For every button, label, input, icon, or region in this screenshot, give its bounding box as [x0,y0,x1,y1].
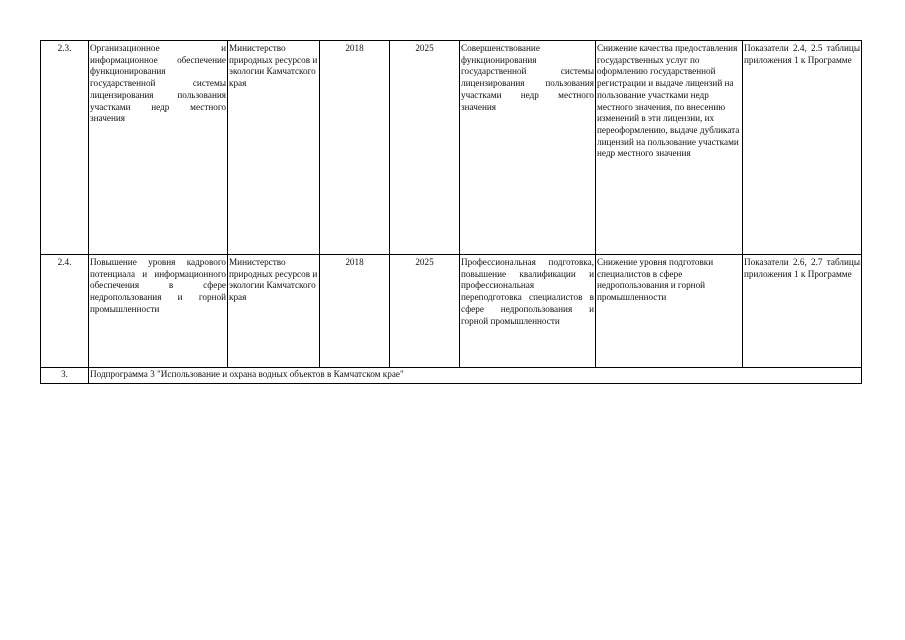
executor: Министерство природных ресурсов и экологии Камчатского края [228,255,320,368]
table-row [41,255,862,368]
non-implementation-consequence: Снижение качества предоставления государственных услуг по оформлению государственной регистрации и выдаче лицензий на пользование участками недр местного значения, по внесению изменений в эти лицензии, их переоформлению, выдаче дубликата лицензий на пользование участками недр местного значения [596,41,743,255]
expected-result: Совершенствование функционирования государственной системы лицензирования пользования участками недр местного значения [460,41,596,255]
program-measures-table [40,40,862,384]
table-row [41,41,862,255]
measure-name: Организационное и информационное обеспечение функционирования государственной системы лицензирования пользования участками недр местного значения [89,41,228,255]
row-number: 2.4. [41,255,89,368]
start-year: 2018 [320,255,390,368]
end-year: 2025 [390,41,460,255]
subprogram-row [41,368,862,384]
row-number: 2.3. [41,41,89,255]
row-number: 3. [41,368,89,384]
non-implementation-consequence: Снижение уровня подготовки специалистов в сфере недропользования и горной промышленности [596,255,743,368]
related-indicators: Показатели 2.4, 2.5 таблицы приложения 1 к Программе [743,41,862,255]
end-year: 2025 [390,255,460,368]
measure-name: Повышение уровня кадрового потенциала и информационного обеспечения в сфере недропользования и горной промышленности [89,255,228,368]
executor: Министерство природных ресурсов и экологии Камчатского края [228,41,320,255]
start-year: 2018 [320,41,390,255]
subprogram-title: Подпрограмма 3 "Использование и охрана водных объектов в Камчатском крае" [89,368,862,384]
related-indicators: Показатели 2.6, 2.7 таблицы приложения 1 к Программе [743,255,862,368]
expected-result: Профессиональная подготовка, повышение квалификации и профессиональная переподготовка специалистов в сфере недропользования и горной промышленности [460,255,596,368]
